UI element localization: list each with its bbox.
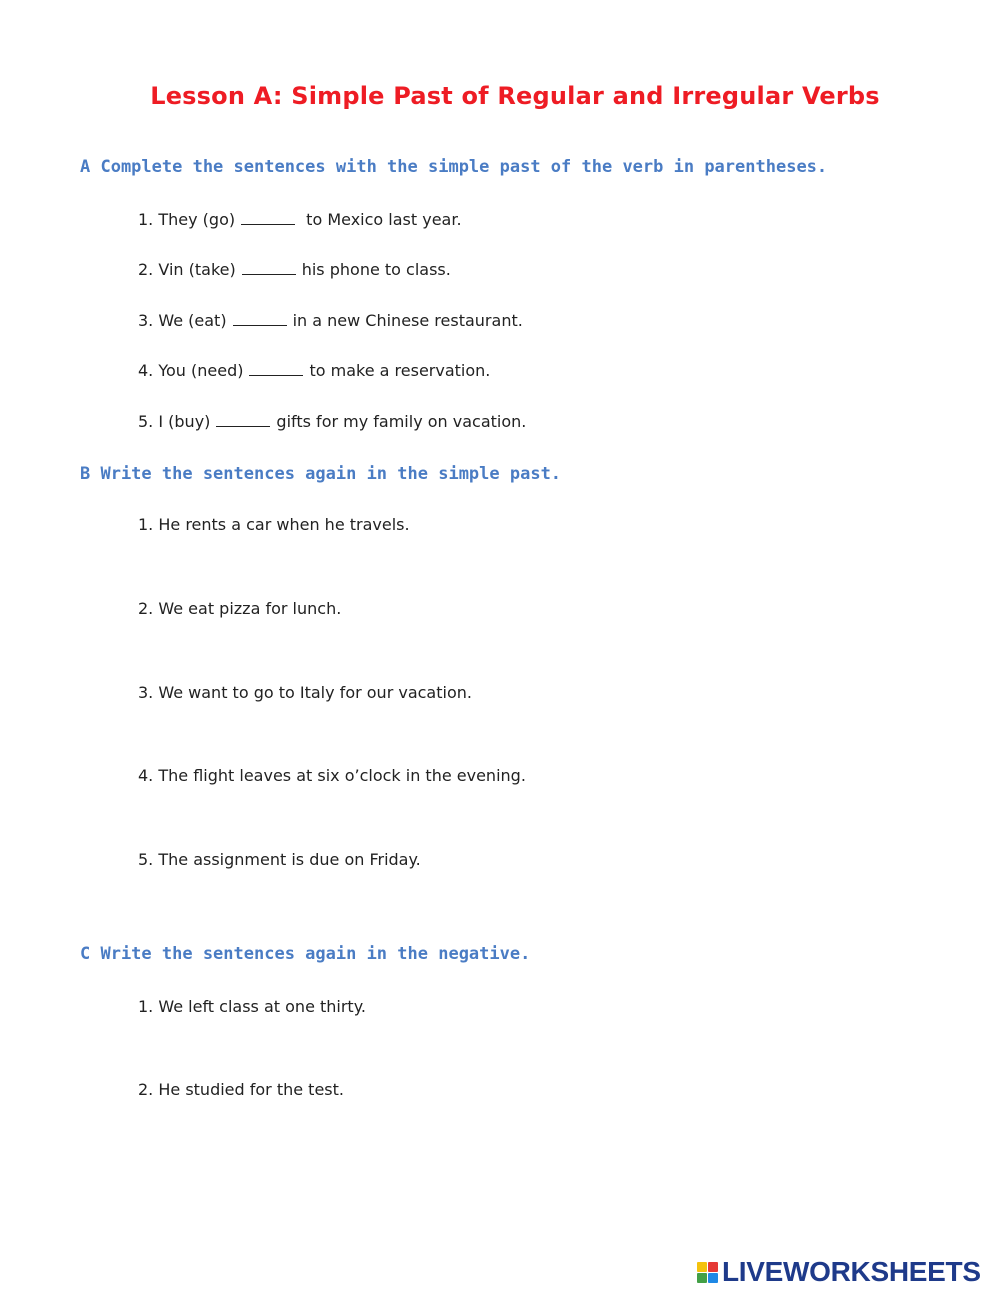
section-b-item-4: 4. The flight leaves at six o’clock in the evening. [138, 766, 526, 785]
section-c-item-2: 2. He studied for the test. [138, 1080, 344, 1099]
logo-block [708, 1262, 718, 1272]
item-prompt: 4. You (need) [138, 361, 244, 380]
item-prompt: 5. I (buy) [138, 412, 211, 431]
item-rest: gifts for my family on vacation. [276, 412, 527, 431]
section-a-item-1 [138, 210, 462, 229]
section-a-item-5 [138, 412, 526, 431]
item-rest: to Mexico last year. [301, 210, 462, 229]
section-b-item-5: 5. The assignment is due on Friday. [138, 850, 421, 869]
section-b-heading: B Write the sentences again in the simple past. [80, 464, 562, 484]
page-title: Lesson A: Simple Past of Regular and Irregular Verbs [150, 82, 880, 110]
answer-blank[interactable] [242, 260, 296, 275]
logo-text: LIVEWORKSHEETS [722, 1256, 981, 1287]
item-rest: in a new Chinese restaurant. [292, 311, 523, 330]
logo-blocks-icon [697, 1262, 718, 1283]
item-prompt: 2. Vin (take) [138, 260, 236, 279]
answer-blank[interactable] [249, 361, 303, 376]
logo-block [708, 1273, 718, 1283]
section-c-heading: C Write the sentences again in the negative. [80, 944, 531, 964]
liveworksheets-logo [697, 1256, 981, 1288]
item-prompt: 3. We (eat) [138, 311, 227, 330]
answer-blank[interactable] [241, 210, 295, 225]
section-a-item-4 [138, 361, 490, 380]
item-rest: his phone to class. [301, 260, 451, 279]
logo-block [697, 1262, 707, 1272]
section-a-item-2 [138, 260, 451, 279]
section-a-heading: A Complete the sentences with the simple past of the verb in parentheses. [80, 157, 828, 177]
answer-blank[interactable] [216, 412, 270, 427]
item-rest: to make a reservation. [309, 361, 491, 380]
section-c-item-1: 1. We left class at one thirty. [138, 997, 366, 1016]
item-prompt: 1. They (go) [138, 210, 236, 229]
section-a-item-3 [138, 311, 523, 330]
logo-block [697, 1273, 707, 1283]
section-b-item-2: 2. We eat pizza for lunch. [138, 599, 342, 618]
section-b-item-3: 3. We want to go to Italy for our vacation. [138, 683, 472, 702]
answer-blank[interactable] [233, 311, 287, 326]
section-b-item-1: 1. He rents a car when he travels. [138, 515, 410, 534]
